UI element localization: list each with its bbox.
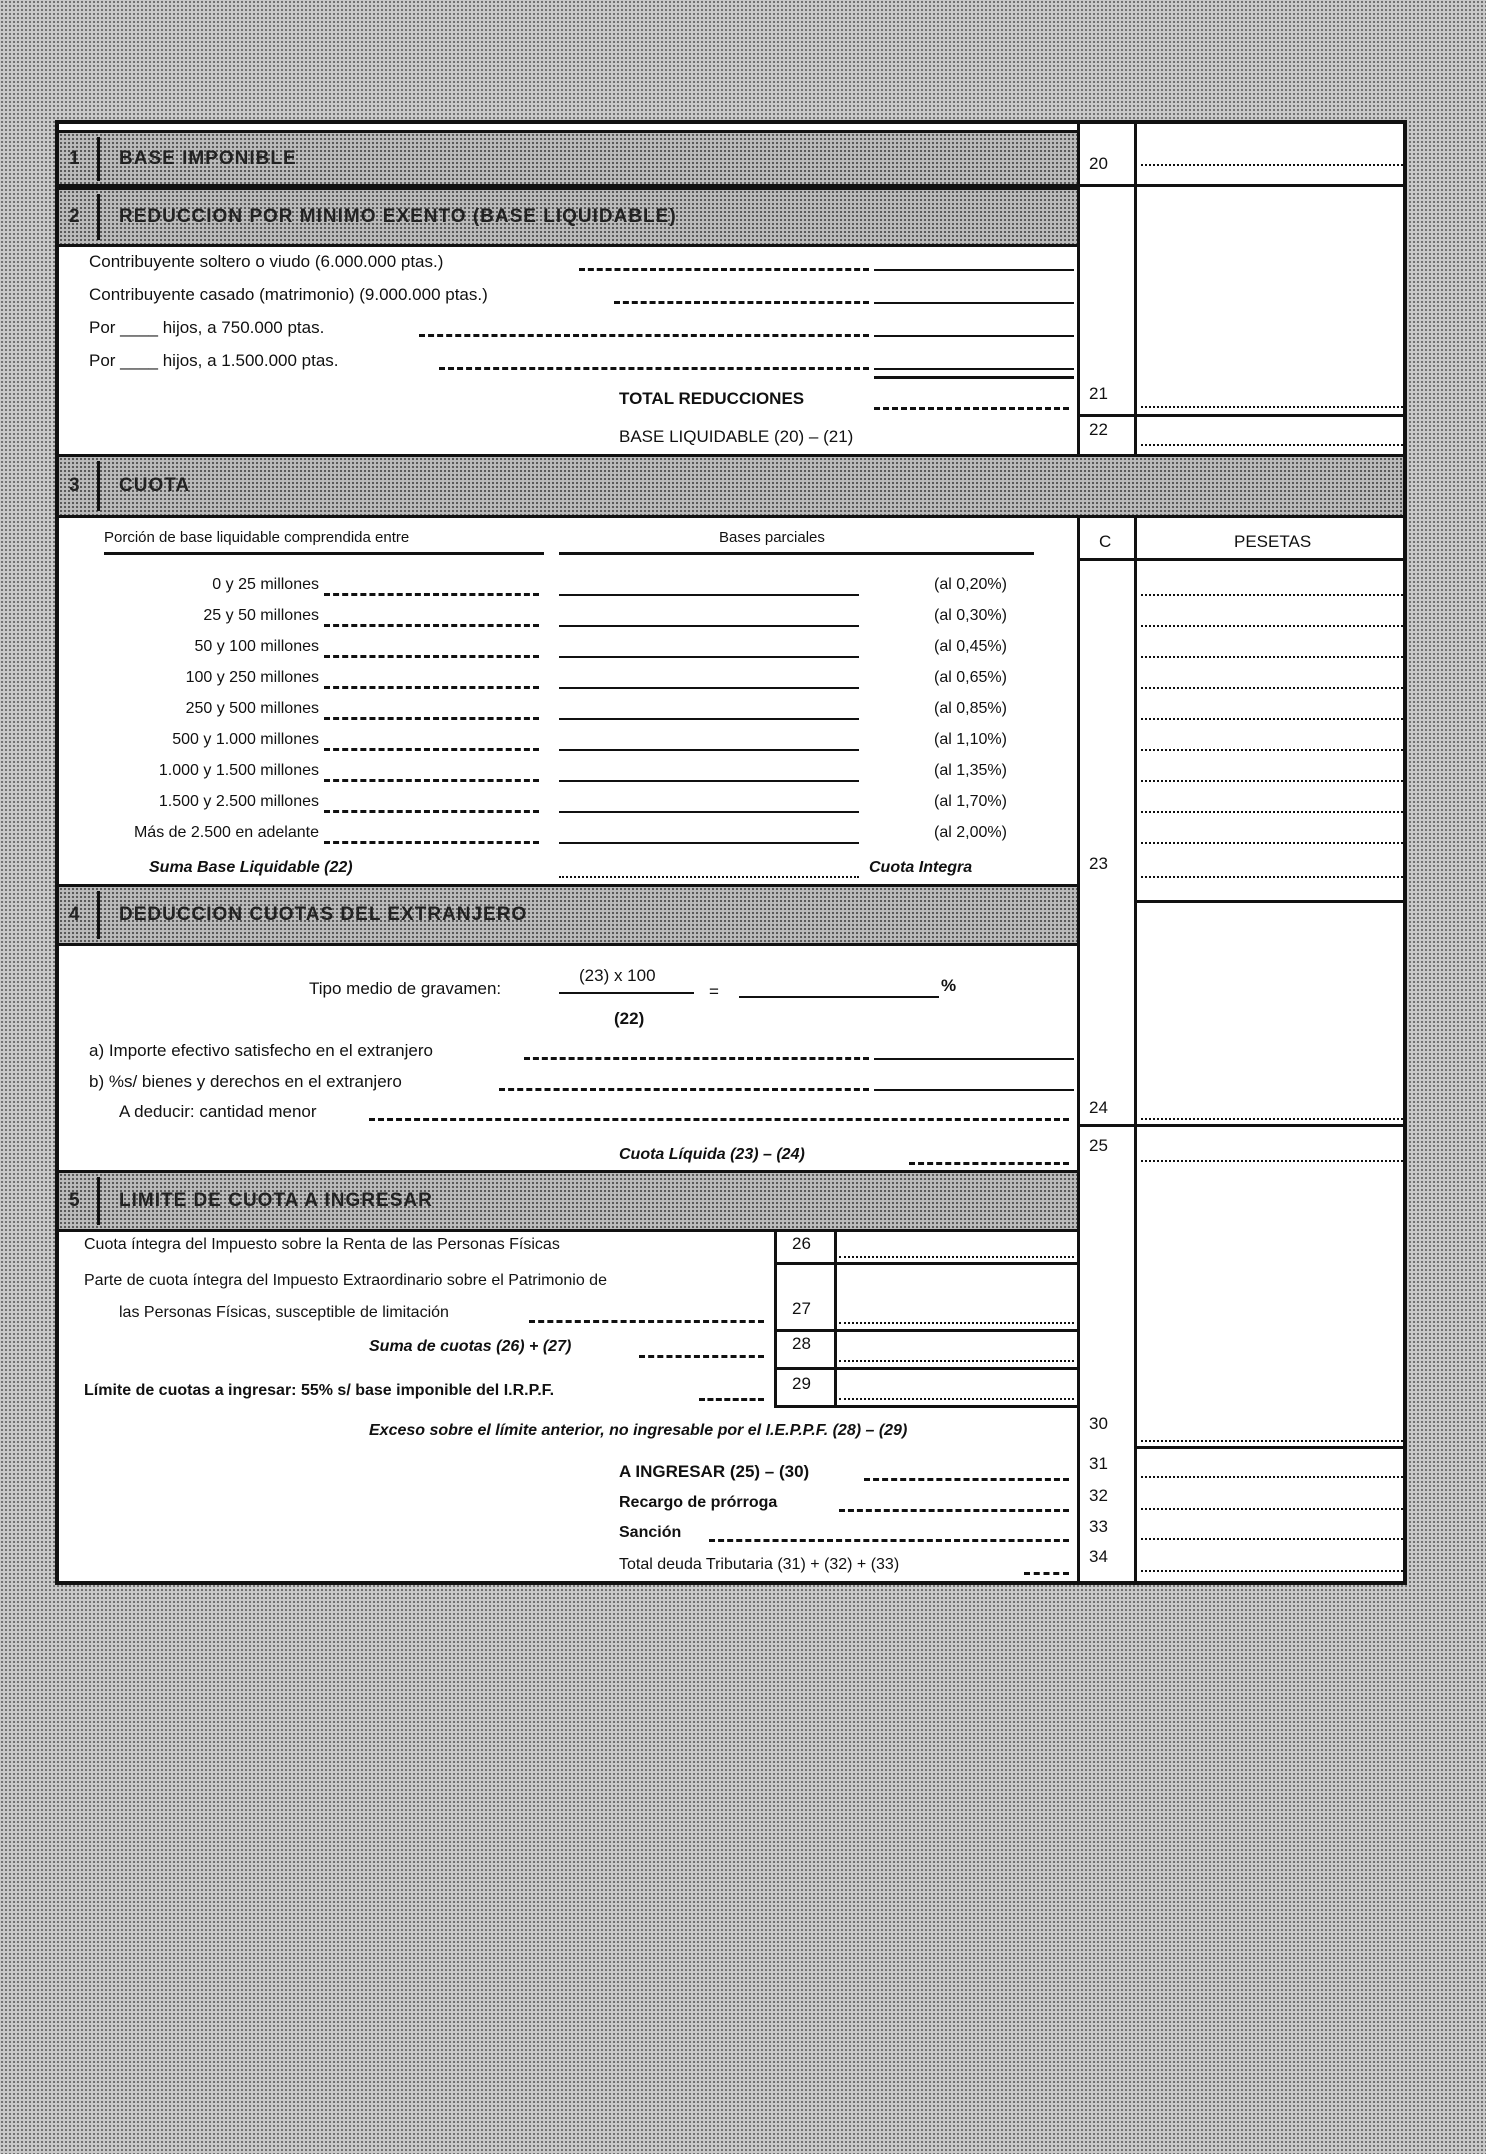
tipo-medio-label: Tipo medio de gravamen: — [309, 979, 502, 998]
tramo-rate: (al 1,10%) — [934, 731, 1007, 748]
field-hijos-750[interactable] — [874, 335, 1074, 337]
section-title: BASE IMPONIBLE — [119, 148, 297, 169]
section-title: REDUCCION POR MINIMO EXENTO (BASE LIQUIDABLE) — [119, 206, 677, 227]
reduccion-hijos-1500-label: Por ____ hijos, a 1.500.000 ptas. — [89, 351, 339, 370]
pesetas-column-divider — [1134, 124, 1137, 1581]
code-28: 28 — [792, 1334, 811, 1353]
code-26: 26 — [792, 1234, 811, 1253]
tax-form: 1 BASE IMPONIBLE 20 2 REDUCCION POR MINIMO EXENTO (BASE LIQUIDABLE) Contribuyente soltero o viudo (6.000.000 ptas.) Contribuyente casado (matrimonio) (9.000.000 ptas.) Por ____ hijos, a 750.000 ptas. Por ____ hijos, a 1.500.000 ptas. TOTAL REDUCCIONES 21 BASE LIQUIDABLE (20) – (21) 22 3 CUOTA Porción de base liquidable comprendida entre Bases parciales C PESETAS 0 y 25 millones (al 0,20%) 25 y 50 millones (al 0,30%) 50 y 100 millones (al 0,45%) 100 y 250 millones (al 0,65%) 250 y 500 millones (al 0,85%) 500 y 1.000 millones (al 1,10%) 1.000 y 1.500 millones (al 1,35%) 1.500 y 2.500 millones (al 1,70%) Más de 2.500 en adelante (al 2,00%) Suma Base Liquidable (22) Cuota Integra 23 4 DEDUCCION CUOTAS DEL EXTRANJERO Tipo medio de gravamen: (23) x 100 (22) = % a) Importe efectivo satisfecho en el extranjero b) %s/ bienes y derechos en el extranjero A deducir: cantidad menor 24 Cuota Líquida (23) – (24) 25 5 LIMITE DE CUOTA A INGRESAR Cuota íntegra del Impuesto sobre la Renta de las Personas Físicas 26 Parte de cuota íntegra del Impuesto Extraordinario sobre el Patrimonio de las Personas Físicas, susceptible de limitación 27 Suma de cuotas (26) + (27) 28 Límite de cuotas a ingresar: 55% s/ base imponible del I.R.P.F. 29 Exceso sobre el límite anterior, no ingresable por el I.E.P.P.F. (28) – (29) 30 A INGRESAR (25) – (30) 31 Recargo de prórroga 32 Sanción 33 Total deuda Tributaria (31) + (32) + (33) 34 — [55, 120, 1407, 1585]
section-number: 5 — [69, 1190, 81, 1211]
leader-dashes — [324, 686, 539, 689]
a-ingresar-label: A INGRESAR (25) – (30) — [619, 1462, 810, 1481]
code-29: 29 — [792, 1374, 811, 1393]
section-1-header — [59, 130, 1077, 188]
field-base-parcial[interactable] — [559, 780, 859, 782]
tramo-rate: (al 2,00%) — [934, 824, 1007, 841]
section-number: 2 — [69, 206, 81, 227]
code-33: 33 — [1089, 1517, 1108, 1536]
field-tipo-medio[interactable] — [739, 996, 939, 998]
section-number: 4 — [69, 904, 81, 925]
tramo-rate: (al 0,65%) — [934, 669, 1007, 686]
field-base-parcial[interactable] — [559, 656, 859, 658]
cuota-integra-label: Cuota Integra — [869, 859, 973, 876]
limite-27-label-1: Parte de cuota íntegra del Impuesto Extraordinario sobre el Patrimonio de — [84, 1272, 607, 1289]
tramo-rate: (al 0,30%) — [934, 607, 1007, 624]
tipo-medio-denominador: (22) — [614, 1009, 645, 1028]
suma-base-liquidable-label: Suma Base Liquidable (22) — [149, 859, 353, 876]
field-cuota-tramo[interactable] — [1141, 687, 1403, 689]
tramo-rate: (al 1,35%) — [934, 762, 1007, 779]
tramo-range: 1.000 y 1.500 millones — [158, 762, 319, 779]
code-23: 23 — [1089, 854, 1108, 873]
field-base-parcial[interactable] — [559, 625, 859, 627]
field-cuota-tramo[interactable] — [1141, 718, 1403, 720]
field-cuota-tramo[interactable] — [1141, 594, 1403, 596]
leader-dashes — [324, 779, 539, 782]
field-cuota-tramo[interactable] — [1141, 749, 1403, 751]
field-25[interactable] — [1141, 1160, 1403, 1162]
field-24[interactable] — [1141, 1118, 1403, 1120]
code-24: 24 — [1089, 1098, 1108, 1117]
leader-dashes — [324, 717, 539, 720]
total-deuda-label: Total deuda Tributaria (31) + (32) + (33) — [619, 1556, 900, 1573]
code-27: 27 — [792, 1299, 811, 1318]
tramo-range: 500 y 1.000 millones — [172, 731, 319, 748]
field-26[interactable] — [839, 1256, 1074, 1258]
limite-27-label-2: las Personas Físicas, susceptible de limitación — [119, 1304, 449, 1321]
tramo-rate: (al 0,85%) — [934, 700, 1007, 717]
field-soltero[interactable] — [874, 269, 1074, 271]
tramo-rate: (al 1,70%) — [934, 793, 1007, 810]
field-cuota-tramo[interactable] — [1141, 842, 1403, 844]
sancion-label: Sanción — [619, 1524, 682, 1541]
col-pesetas-header: PESETAS — [1234, 532, 1312, 551]
col-bases-header: Bases parciales — [719, 529, 825, 546]
total-reducciones-label: TOTAL REDUCCIONES — [619, 389, 805, 408]
code-22: 22 — [1089, 420, 1108, 439]
tramo-range: 100 y 250 millones — [185, 669, 319, 686]
field-28[interactable] — [839, 1360, 1074, 1362]
section-5-header — [59, 1170, 1077, 1232]
field-20[interactable] — [1141, 164, 1403, 166]
field-cuota-tramo[interactable] — [1141, 811, 1403, 813]
section-title: DEDUCCION CUOTAS DEL EXTRANJERO — [119, 904, 528, 925]
leader-dashes — [324, 748, 539, 751]
leader-dashes — [324, 624, 539, 627]
col-c-header: C — [1099, 532, 1112, 551]
a-deducir-label: A deducir: cantidad menor — [119, 1102, 317, 1121]
field-base-parcial[interactable] — [559, 687, 859, 689]
section-title: LIMITE DE CUOTA A INGRESAR — [119, 1190, 433, 1211]
field-21[interactable] — [1141, 406, 1403, 408]
field-suma-bases[interactable] — [559, 876, 859, 878]
tramo-range: Más de 2.500 en adelante — [133, 824, 319, 841]
field-cuota-tramo[interactable] — [1141, 625, 1403, 627]
tramo-rate: (al 0,20%) — [934, 576, 1007, 593]
percent-sign: % — [941, 976, 957, 995]
section-3-header — [59, 454, 1403, 518]
field-casado[interactable] — [874, 302, 1074, 304]
section-2-header — [59, 187, 1077, 247]
field-base-parcial[interactable] — [559, 594, 859, 596]
field-33[interactable] — [1141, 1538, 1403, 1540]
code-34: 34 — [1089, 1547, 1108, 1566]
code-25: 25 — [1089, 1136, 1108, 1155]
base-liquidable-label: BASE LIQUIDABLE (20) – (21) — [619, 427, 854, 446]
limite-28-label: Suma de cuotas (26) + (27) — [369, 1338, 572, 1355]
reduccion-soltero-label: Contribuyente soltero o viudo (6.000.000 ptas.) — [89, 252, 444, 271]
code-column-divider — [1077, 124, 1080, 1581]
tipo-medio-numerador: (23) x 100 — [579, 966, 656, 985]
reduccion-casado-label: Contribuyente casado (matrimonio) (9.000.000 ptas.) — [89, 285, 488, 304]
bienes-extranjero-label: b) %s/ bienes y derechos en el extranjero — [89, 1072, 402, 1091]
field-22[interactable] — [1141, 444, 1403, 446]
field-32[interactable] — [1141, 1508, 1403, 1510]
limite-29-label: Límite de cuotas a ingresar: 55% s/ base imponible del I.R.P.F. — [84, 1382, 555, 1399]
code-32: 32 — [1089, 1486, 1108, 1505]
field-30[interactable] — [1141, 1440, 1403, 1442]
field-27[interactable] — [839, 1322, 1074, 1324]
field-cuota-tramo[interactable] — [1141, 656, 1403, 658]
section-number: 3 — [69, 475, 81, 496]
leader-dashes — [324, 841, 539, 844]
tramo-range: 50 y 100 millones — [194, 638, 319, 655]
limite-26-label: Cuota íntegra del Impuesto sobre la Renta de las Personas Físicas — [84, 1236, 560, 1253]
code-21: 21 — [1089, 384, 1108, 403]
field-bienes-extranjero[interactable] — [874, 1089, 1074, 1091]
code-30: 30 — [1089, 1414, 1108, 1433]
code-20: 20 — [1089, 154, 1108, 173]
field-base-parcial[interactable] — [559, 718, 859, 720]
recargo-prorroga-label: Recargo de prórroga — [619, 1494, 778, 1511]
limite-30-label: Exceso sobre el límite anterior, no ingresable por el I.E.P.P.F. (28) – (29) — [369, 1422, 908, 1439]
leader-dashes — [324, 593, 539, 596]
field-base-parcial[interactable] — [559, 749, 859, 751]
field-34[interactable] — [1141, 1570, 1403, 1572]
reduccion-hijos-750-label: Por ____ hijos, a 750.000 ptas. — [89, 318, 325, 337]
leader-dashes — [324, 810, 539, 813]
leader-dashes — [324, 655, 539, 658]
field-hijos-1500[interactable] — [874, 368, 1074, 370]
code-31: 31 — [1089, 1454, 1108, 1473]
tramo-range: 25 y 50 millones — [203, 607, 319, 624]
field-31[interactable] — [1141, 1476, 1403, 1478]
importe-extranjero-label: a) Importe efectivo satisfecho en el extranjero — [89, 1041, 433, 1060]
section-title: CUOTA — [119, 475, 191, 496]
tramo-rate: (al 0,45%) — [934, 638, 1007, 655]
field-23[interactable] — [1141, 876, 1403, 878]
tramo-range: 250 y 500 millones — [185, 700, 319, 717]
tramo-range: 1.500 y 2.500 millones — [158, 793, 319, 810]
tramo-range: 0 y 25 millones — [212, 576, 319, 593]
field-base-parcial[interactable] — [559, 811, 859, 813]
field-29[interactable] — [839, 1398, 1074, 1400]
section-number: 1 — [69, 148, 81, 169]
section-4-header — [59, 884, 1077, 946]
field-cuota-tramo[interactable] — [1141, 780, 1403, 782]
field-base-parcial[interactable] — [559, 842, 859, 844]
cuota-liquida-label: Cuota Líquida (23) – (24) — [619, 1146, 805, 1163]
field-importe-extranjero[interactable] — [874, 1058, 1074, 1060]
col-porcion-header: Porción de base liquidable comprendida entre — [104, 529, 410, 546]
